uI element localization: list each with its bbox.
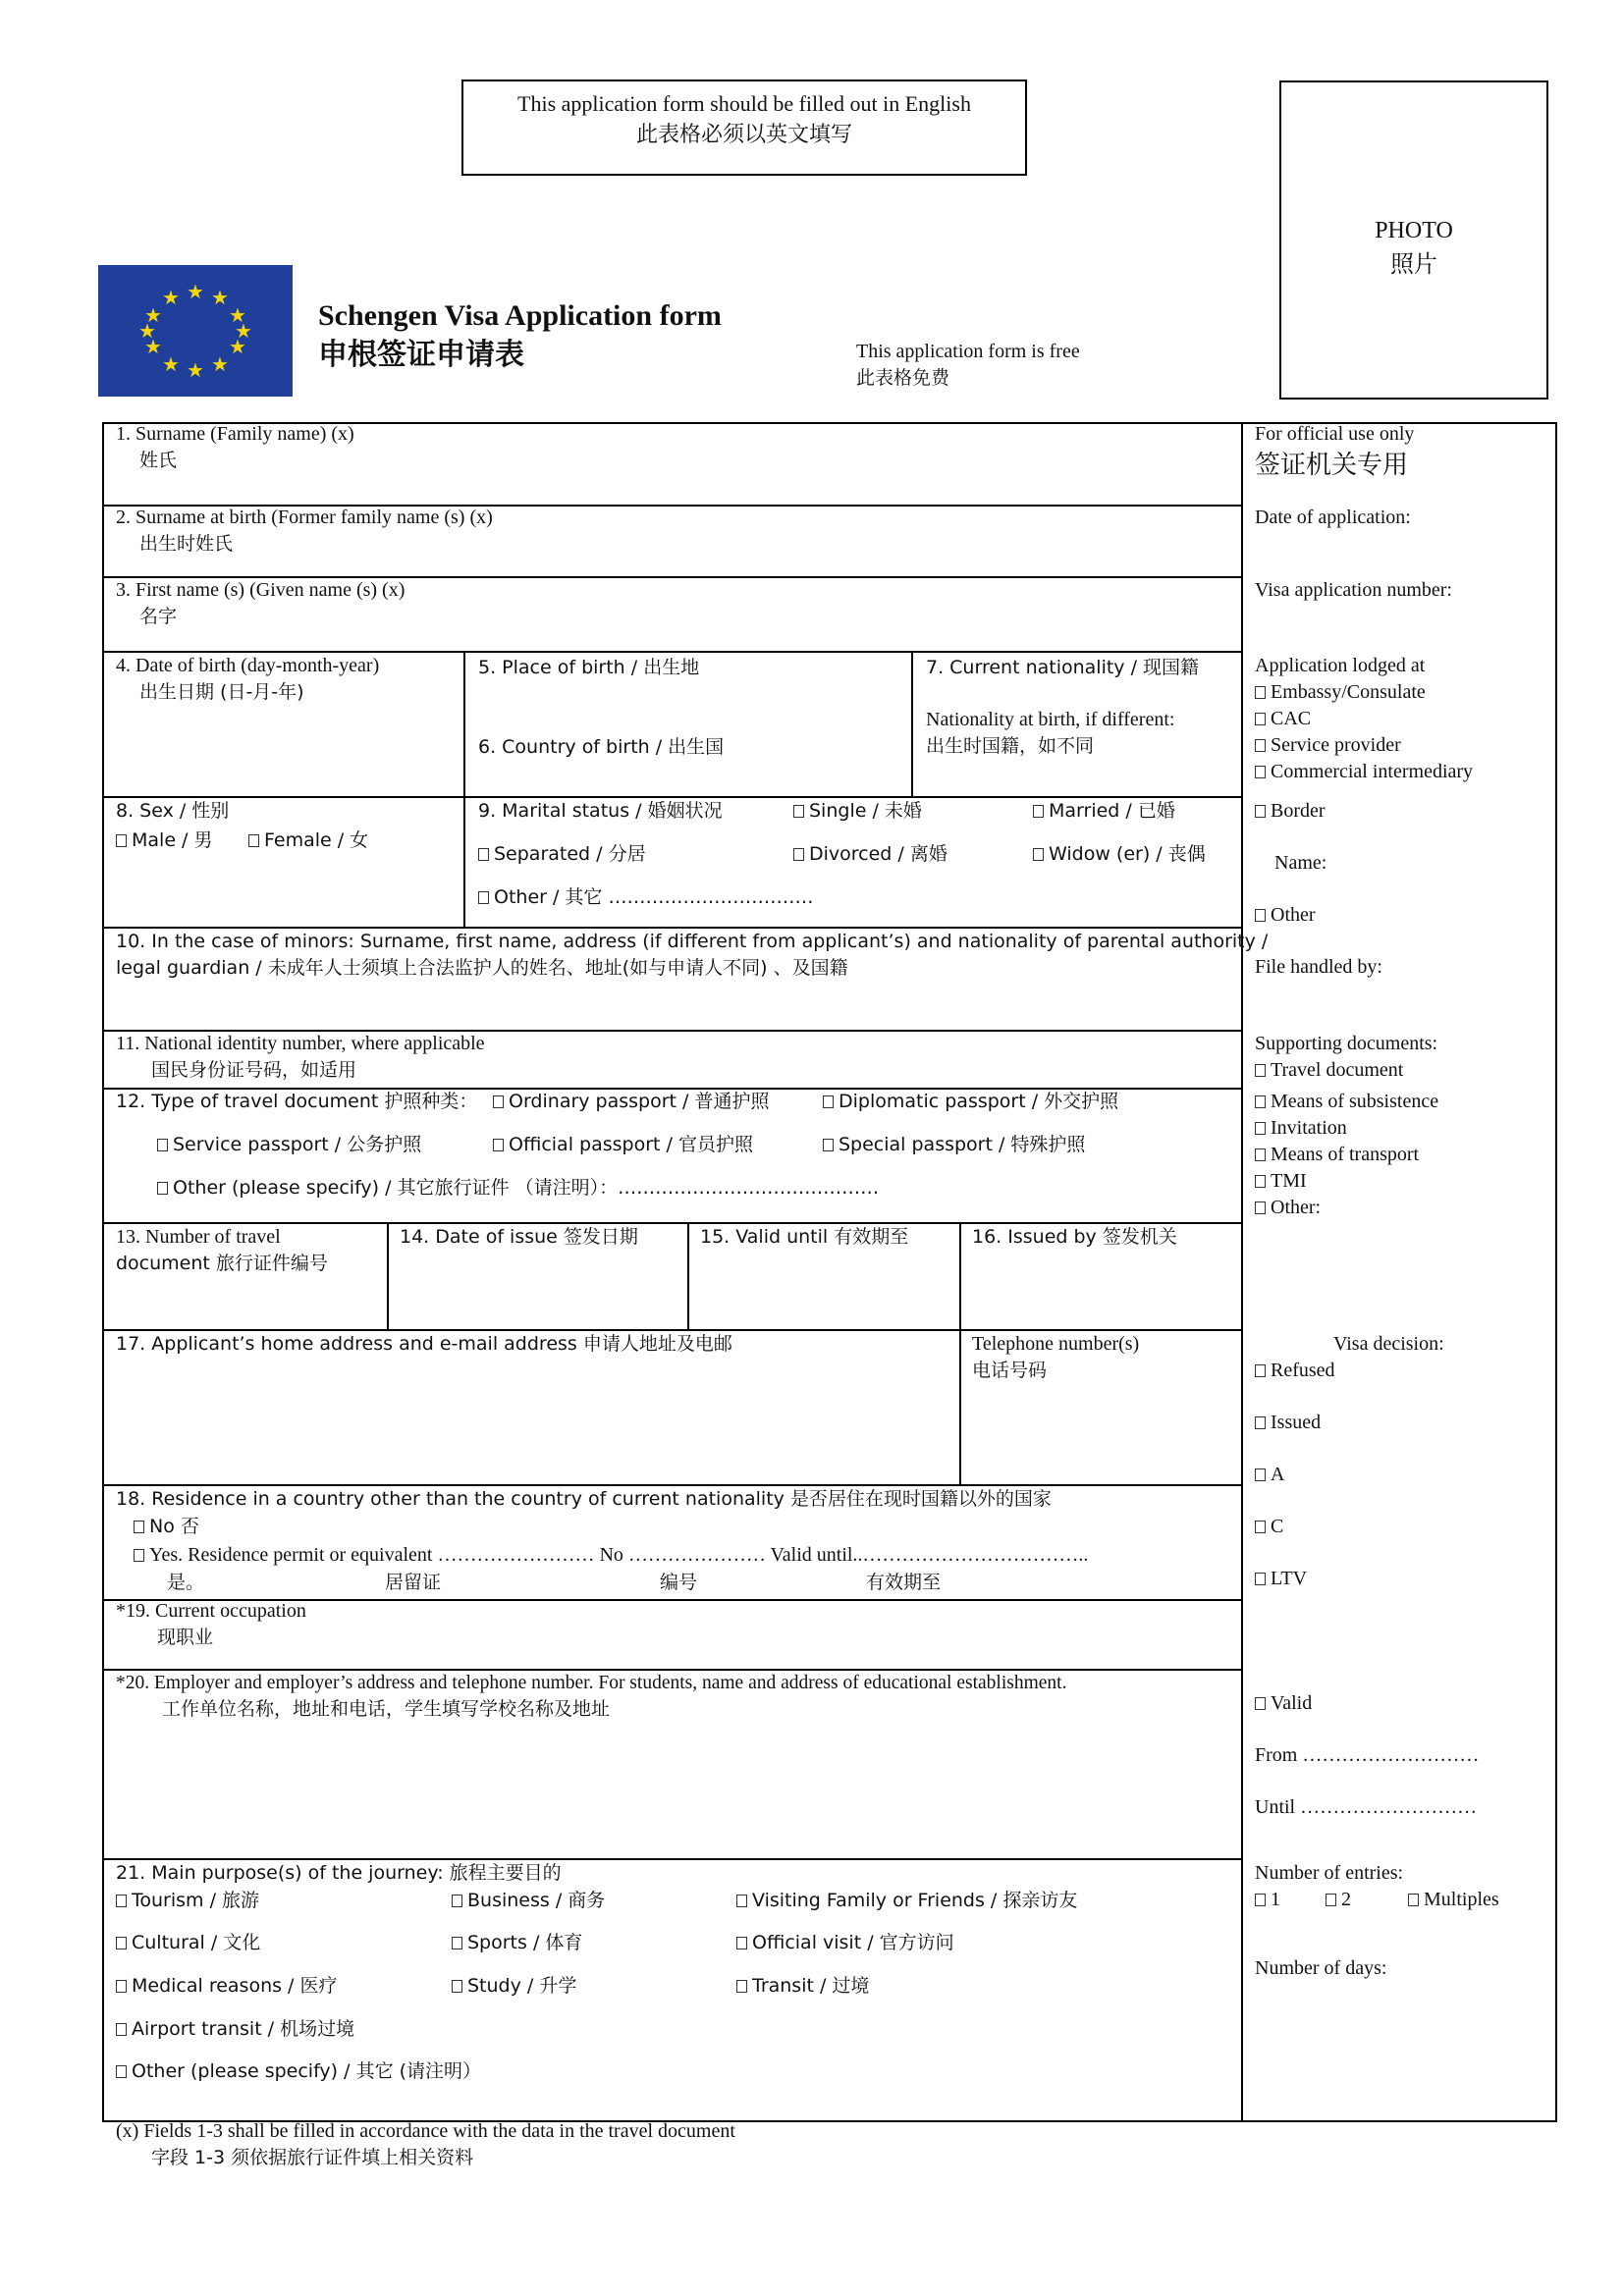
surname-at-birth-input[interactable] <box>108 556 1237 573</box>
purpose-official-option[interactable] <box>736 1930 954 1956</box>
field-7-label: 7. Current nationality / 现国籍 <box>926 657 1200 678</box>
field-2-label: 2. Surname at birth (Former family name (s) (x) <box>116 507 493 528</box>
purpose-other-label: Other (please specify) / 其它 (请注明） <box>132 2060 482 2082</box>
guardian-input[interactable] <box>108 987 1237 1026</box>
checkbox-icon[interactable] <box>1255 909 1266 922</box>
marital-widow-label: Widow (er) / 丧偶 <box>1049 843 1206 865</box>
purpose-transit-label: Transit / 过境 <box>752 1975 870 1997</box>
field-20-label: *20. Employer and employer’s address and telephone number. For students, name and address of educational establishment. <box>116 1673 1067 1693</box>
checkbox-icon[interactable] <box>452 1980 462 1993</box>
entries-1-label: 1 <box>1271 1889 1280 1910</box>
checkbox-icon[interactable] <box>1255 1573 1266 1585</box>
official-days-label: Number of days: <box>1255 1957 1387 1979</box>
checkbox-icon[interactable] <box>116 1937 127 1949</box>
field-8-label: 8. Sex / 性别 <box>116 800 230 822</box>
decision-a-option[interactable] <box>1255 1462 1284 1488</box>
residence-number-zh: 编号 <box>660 1572 698 1593</box>
checkbox-icon[interactable] <box>1255 1364 1266 1377</box>
checkbox-icon[interactable] <box>1255 805 1266 818</box>
checkbox-icon[interactable] <box>116 1980 127 1993</box>
entries-2-label: 2 <box>1341 1889 1351 1910</box>
purpose-transit-option[interactable] <box>736 1973 869 2000</box>
doc-special-label: Special passport / 特殊护照 <box>839 1134 1086 1155</box>
doc-diplomatic-label: Diplomatic passport / 外交护照 <box>839 1091 1119 1112</box>
phone-label: Telephone number(s) <box>972 1333 1140 1355</box>
free-notice-zh: 此表格免费 <box>856 367 950 389</box>
purpose-cultural-label: Cultural / 文化 <box>132 1932 261 1953</box>
residence-valid-zh: 有效期至 <box>866 1572 942 1593</box>
eu-flag-icon: ★ ★ ★ ★ ★ ★ ★ ★ ★ ★ ★ ★ <box>98 265 293 397</box>
doc-service-label: Service passport / 公务护照 <box>173 1134 422 1155</box>
checkbox-icon[interactable] <box>1255 686 1266 699</box>
lodged-commercial-label: Commercial intermediary <box>1271 761 1474 782</box>
marital-single-label: Single / 未婚 <box>809 800 922 822</box>
decision-refused-option[interactable] <box>1255 1358 1335 1384</box>
decision-valid-option[interactable] <box>1255 1690 1312 1717</box>
supporting-transport-label: Means of transport <box>1271 1144 1420 1165</box>
lodged-cac-label: CAC <box>1271 708 1312 729</box>
doc-service-option[interactable] <box>157 1132 421 1158</box>
footer-note: (x) Fields 1-3 shall be filled in accordance with the data in the travel document <box>116 2120 735 2142</box>
field-19-label-zh: 现职业 <box>157 1627 214 1648</box>
checkbox-icon[interactable] <box>134 1549 144 1562</box>
checkbox-icon[interactable] <box>1255 1122 1266 1135</box>
photo-label-en: PHOTO <box>1375 218 1453 243</box>
decision-issued-label: Issued <box>1271 1412 1322 1433</box>
first-name-input[interactable] <box>108 629 1237 647</box>
language-notice-zh: 此表格必须以英文填写 <box>635 123 852 147</box>
checkbox-icon[interactable] <box>478 848 489 861</box>
checkbox-icon[interactable] <box>1255 1697 1266 1710</box>
checkbox-icon[interactable] <box>736 1937 747 1949</box>
supporting-transport-option[interactable] <box>1255 1142 1419 1168</box>
lodged-border-option[interactable] <box>1255 798 1326 825</box>
checkbox-icon[interactable] <box>823 1095 834 1108</box>
decision-c-label: C <box>1271 1516 1284 1537</box>
nationality-at-birth-label-zh: 出生时国籍，如不同 <box>926 735 1095 757</box>
official-file-handled-label: File handled by: <box>1255 956 1382 978</box>
checkbox-icon[interactable] <box>1255 1095 1266 1108</box>
doc-diplomatic-option[interactable] <box>823 1089 1118 1115</box>
official-visa-number-label: Visa application number: <box>1255 579 1452 601</box>
sex-male-option[interactable] <box>116 828 213 854</box>
checkbox-icon[interactable] <box>823 1139 834 1151</box>
marital-single-option[interactable] <box>793 798 922 825</box>
marital-divorced-label: Divorced / 离婚 <box>809 843 947 865</box>
marital-divorced-option[interactable] <box>793 841 947 868</box>
purpose-tourism-label: Tourism / 旅游 <box>132 1890 260 1911</box>
marital-married-label: Married / 已婚 <box>1049 800 1175 822</box>
checkbox-icon[interactable] <box>1033 805 1044 818</box>
residence-permit-zh: 居留证 <box>385 1572 442 1593</box>
decision-a-label: A <box>1271 1464 1285 1485</box>
language-notice-en: This application form should be filled out in English <box>517 91 971 116</box>
field-18-label: 18. Residence in a country other than the country of current nationality 是否居住在现时国籍以外的国家 <box>116 1488 1052 1510</box>
checkbox-icon[interactable] <box>793 848 804 861</box>
field-5-label: 5. Place of birth / 出生地 <box>478 657 700 678</box>
purpose-airport-label: Airport transit / 机场过境 <box>132 2018 355 2040</box>
lodged-cac-option[interactable] <box>1255 706 1311 732</box>
supporting-travel-label: Travel document <box>1271 1059 1404 1081</box>
supporting-invitation-label: Invitation <box>1271 1117 1347 1139</box>
marital-separated-option[interactable] <box>478 841 646 868</box>
decision-ltv-label: LTV <box>1271 1568 1308 1589</box>
checkbox-icon[interactable] <box>1255 1521 1266 1533</box>
entries-1-option[interactable] <box>1255 1887 1280 1913</box>
checkbox-icon[interactable] <box>478 891 489 904</box>
employer-input[interactable] <box>108 1728 1237 1853</box>
checkbox-icon[interactable] <box>157 1139 168 1151</box>
residence-yes-label: Yes. Residence permit or equivalent …………………… No ………………… Valid until..…………………………….. <box>149 1544 1089 1566</box>
home-address-input[interactable] <box>108 1364 952 1480</box>
marital-other-option[interactable] <box>478 884 813 911</box>
photo-label-zh: 照片 <box>1390 250 1437 278</box>
purpose-sports-option[interactable] <box>452 1930 582 1956</box>
purpose-medical-label: Medical reasons / 医疗 <box>132 1975 338 1997</box>
marital-separated-label: Separated / 分居 <box>494 843 646 865</box>
entries-2-option[interactable] <box>1326 1887 1351 1913</box>
purpose-tourism-option[interactable] <box>116 1888 259 1914</box>
surname-input[interactable] <box>108 477 1237 501</box>
field-4-label: 4. Date of birth (day-month-year) <box>116 655 380 676</box>
lodged-commercial-option[interactable] <box>1255 759 1473 785</box>
entries-multiples-option[interactable] <box>1408 1887 1499 1913</box>
purpose-cultural-option[interactable] <box>116 1930 260 1956</box>
field-9-label: 9. Marital status / 婚姻状况 <box>478 800 723 822</box>
form-title-en: Schengen Visa Application form <box>318 299 722 332</box>
lodged-service-label: Service provider <box>1271 734 1401 756</box>
field-17-label: 17. Applicant’s home address and e-mail address 申请人地址及电邮 <box>116 1333 732 1355</box>
field-2-label-zh: 出生时姓氏 <box>139 533 234 555</box>
sex-female-option[interactable] <box>248 828 368 854</box>
checkbox-icon[interactable] <box>1255 713 1266 725</box>
footer-note-zh: 字段 1-3 须依据旅行证件填上相关资料 <box>151 2147 474 2168</box>
official-supporting-label: Supporting documents: <box>1255 1033 1438 1054</box>
official-date-label: Date of application: <box>1255 507 1411 528</box>
marital-widow-option[interactable] <box>1033 841 1206 868</box>
checkbox-icon[interactable] <box>452 1937 462 1949</box>
checkbox-icon[interactable] <box>1255 739 1266 752</box>
purpose-business-label: Business / 商务 <box>467 1890 606 1911</box>
supporting-other-label: Other: <box>1271 1197 1322 1218</box>
official-lodged-label: Application lodged at <box>1255 655 1426 676</box>
purpose-airport-option[interactable] <box>116 2016 354 2043</box>
lodged-other-label: Other <box>1271 904 1316 926</box>
checkbox-icon[interactable] <box>116 2065 127 2078</box>
nationality-at-birth-label: Nationality at birth, if different: <box>926 709 1175 730</box>
purpose-visiting-label: Visiting Family or Friends / 探亲访友 <box>752 1890 1078 1911</box>
phone-input[interactable] <box>966 1389 1236 1479</box>
supporting-invitation-option[interactable] <box>1255 1115 1347 1142</box>
checkbox-icon[interactable] <box>1255 1201 1266 1214</box>
doc-other-option[interactable] <box>157 1175 879 1201</box>
lodged-embassy-label: Embassy/Consulate <box>1271 681 1426 703</box>
field-13-label-line2: document 旅行证件编号 <box>116 1253 328 1274</box>
field-4-label-zh: 出生日期 (日-月-年) <box>139 681 304 703</box>
residence-yes-zh: 是。 <box>167 1572 205 1593</box>
valid-until-input[interactable] <box>693 1256 953 1325</box>
purpose-study-label: Study / 升学 <box>467 1975 577 1997</box>
field-10-label: 10. In the case of minors: Surname, first name, address (if different from applicant’s) and nationality of parental authority / <box>116 931 1269 952</box>
checkbox-icon[interactable] <box>1255 766 1266 778</box>
free-notice-en: This application form is free <box>856 341 1080 362</box>
checkbox-icon[interactable] <box>1255 1148 1266 1161</box>
supporting-tmi-option[interactable] <box>1255 1168 1307 1195</box>
field-20-label-zh: 工作单位名称，地址和电话，学生填写学校名称及地址 <box>162 1698 611 1720</box>
date-of-issue-input[interactable] <box>393 1256 682 1325</box>
country-of-birth-input[interactable] <box>471 764 903 791</box>
official-use-title-zh: 签证机关专用 <box>1255 451 1409 480</box>
field-14-label: 14. Date of issue 签发日期 <box>400 1226 638 1248</box>
residence-no-option[interactable] <box>134 1514 199 1540</box>
checkbox-icon[interactable] <box>736 1980 747 1993</box>
official-from-label: From ……………………… <box>1255 1744 1480 1766</box>
official-use-title: For official use only <box>1255 423 1415 445</box>
decision-valid-label: Valid <box>1271 1692 1313 1714</box>
field-6-label: 6. Country of birth / 出生国 <box>478 736 725 758</box>
official-name-label: Name: <box>1274 852 1327 874</box>
field-3-label: 3. First name (s) (Given name (s) (x) <box>116 579 406 601</box>
occupation-input[interactable] <box>108 1651 1237 1665</box>
field-3-label-zh: 名字 <box>139 606 178 627</box>
checkbox-icon[interactable] <box>1255 1416 1266 1429</box>
marital-other-label: Other / 其它 …………………………… <box>494 886 814 908</box>
checkbox-icon[interactable] <box>1408 1894 1419 1906</box>
sex-male-label: Male / 男 <box>132 829 213 851</box>
checkbox-icon[interactable] <box>1255 1894 1266 1906</box>
checkbox-icon[interactable] <box>1255 1175 1266 1188</box>
doc-official-option[interactable] <box>493 1132 753 1158</box>
checkbox-icon[interactable] <box>116 834 127 847</box>
phone-label-zh: 电话号码 <box>972 1360 1048 1381</box>
checkbox-icon[interactable] <box>1033 848 1044 861</box>
supporting-subsistence-label: Means of subsistence <box>1271 1091 1439 1112</box>
checkbox-icon[interactable] <box>157 1182 168 1195</box>
supporting-other-option[interactable] <box>1255 1195 1321 1221</box>
field-21-label: 21. Main purpose(s) of the journey: 旅程主要目的 <box>116 1862 562 1884</box>
form-title-zh: 申根签证申请表 <box>318 338 524 372</box>
travel-document-number-input[interactable] <box>108 1281 383 1324</box>
checkbox-icon[interactable] <box>248 834 259 847</box>
entries-multiples-label: Multiples <box>1424 1889 1499 1910</box>
marital-married-option[interactable] <box>1033 798 1175 825</box>
purpose-sports-label: Sports / 体育 <box>467 1932 583 1953</box>
doc-other-label: Other (please specify) / 其它旅行证件 （请注明）：…………………………………… <box>173 1177 880 1199</box>
official-column-divider <box>1241 422 1243 2122</box>
decision-c-option[interactable] <box>1255 1514 1283 1540</box>
field-12-label: 12. Type of travel document 护照种类： <box>116 1091 478 1112</box>
doc-ordinary-option[interactable] <box>493 1089 769 1115</box>
field-19-label: *19. Current occupation <box>116 1600 306 1622</box>
checkbox-icon[interactable] <box>116 1895 127 1907</box>
supporting-tmi-label: TMI <box>1271 1170 1307 1192</box>
doc-official-label: Official passport / 官员护照 <box>509 1134 753 1155</box>
field-13-label: 13. Number of travel <box>116 1226 281 1248</box>
place-of-birth-input[interactable] <box>471 685 903 734</box>
field-16-label: 16. Issued by 签发机关 <box>972 1226 1177 1248</box>
purpose-visiting-option[interactable] <box>736 1888 1077 1914</box>
doc-ordinary-label: Ordinary passport / 普通护照 <box>509 1091 770 1112</box>
decision-refused-label: Refused <box>1271 1360 1335 1381</box>
issued-by-input[interactable] <box>966 1256 1236 1325</box>
decision-issued-option[interactable] <box>1255 1410 1321 1436</box>
checkbox-icon[interactable] <box>493 1095 504 1108</box>
field-1-label: 1. Surname (Family name) (x) <box>116 423 354 445</box>
doc-special-option[interactable] <box>823 1132 1085 1158</box>
checkbox-icon[interactable] <box>793 805 804 818</box>
checkbox-icon[interactable] <box>134 1521 144 1533</box>
purpose-business-option[interactable] <box>452 1888 605 1914</box>
checkbox-icon[interactable] <box>116 2023 127 2036</box>
checkbox-icon[interactable] <box>1326 1894 1336 1906</box>
field-10-label-line2: legal guardian / 未成年人士须填上合法监护人的姓名、地址(如与申请人不同) 、及国籍 <box>116 957 848 979</box>
field-1-label-zh: 姓氏 <box>139 450 178 471</box>
field-15-label: 15. Valid until 有效期至 <box>700 1226 909 1248</box>
purpose-study-option[interactable] <box>452 1973 576 2000</box>
purpose-other-option[interactable] <box>116 2058 481 2085</box>
official-entries-label: Number of entries: <box>1255 1862 1404 1884</box>
official-until-label: Until ……………………… <box>1255 1796 1478 1818</box>
residence-yes-option[interactable] <box>134 1542 1088 1569</box>
field-11-label: 11. National identity number, where applicable <box>116 1033 485 1054</box>
purpose-medical-option[interactable] <box>116 1973 338 2000</box>
lodged-service-option[interactable] <box>1255 732 1401 759</box>
sex-female-label: Female / 女 <box>264 829 369 851</box>
purpose-official-label: Official visit / 官方访问 <box>752 1932 954 1953</box>
supporting-subsistence-option[interactable] <box>1255 1089 1438 1115</box>
decision-ltv-option[interactable] <box>1255 1566 1307 1592</box>
checkbox-icon[interactable] <box>1255 1468 1266 1481</box>
supporting-travel-option[interactable] <box>1255 1057 1403 1084</box>
residence-no-label: No 否 <box>149 1516 199 1537</box>
lodged-border-label: Border <box>1271 800 1326 822</box>
checkbox-icon[interactable] <box>1255 1064 1266 1077</box>
checkbox-icon[interactable] <box>452 1895 462 1907</box>
official-decision-label: Visa decision: <box>1333 1333 1444 1355</box>
date-of-birth-input[interactable] <box>108 712 457 790</box>
lodged-embassy-option[interactable] <box>1255 679 1426 706</box>
checkbox-icon[interactable] <box>493 1139 504 1151</box>
checkbox-icon[interactable] <box>736 1895 747 1907</box>
lodged-other-option[interactable] <box>1255 902 1316 929</box>
field-11-label-zh: 国民身份证号码，如适用 <box>151 1059 357 1081</box>
